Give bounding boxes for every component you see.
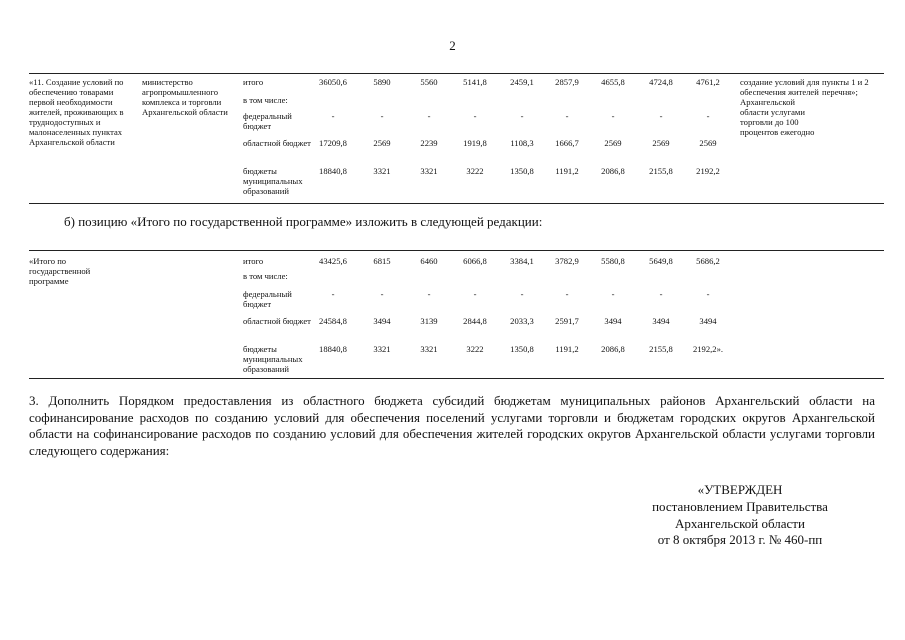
table-cell: 2569: [373, 138, 391, 148]
table-cell: 1666,7: [555, 138, 579, 148]
table-cell: 5560: [420, 77, 438, 87]
table-cell: 2569: [604, 138, 622, 148]
table-cell: -: [565, 111, 569, 121]
table-cell: 4724,8: [649, 77, 673, 87]
table-cell: 1350,8: [510, 344, 534, 354]
row-label: итого: [243, 77, 264, 87]
table-cell: 2155,8: [649, 344, 673, 354]
table-cell: 2033,3: [510, 316, 534, 326]
row-label: в том числе:: [243, 271, 288, 281]
table-cell: 3782,9: [555, 256, 579, 266]
table2-item-name: «Итого по государственной программе: [29, 256, 91, 286]
approval-line-3: Архангельской области: [675, 515, 805, 531]
table-cell: 2192,2: [696, 166, 720, 176]
table1-result: создание условий для обеспечения жителей Архангельской области услугами торговли до 100 процентов ежегодно: [740, 77, 820, 137]
table-cell: 2086,8: [601, 344, 625, 354]
table-cell: 43425,6: [319, 256, 347, 266]
table-cell: 5649,8: [649, 256, 673, 266]
table1-reference: пункты 1 и 2 перечня»;: [822, 77, 869, 97]
table-cell: -: [331, 111, 335, 121]
table-cell: 6066,8: [463, 256, 487, 266]
row-label: федеральный бюджет: [243, 111, 292, 131]
table-cell: 3494: [373, 316, 391, 326]
table-cell: 1350,8: [510, 166, 534, 176]
table-cell: 2459,1: [510, 77, 534, 87]
row-label: итого: [243, 256, 264, 266]
table-cell: 2239: [420, 138, 438, 148]
table-cell: -: [706, 111, 710, 121]
table-cell: 6460: [420, 256, 438, 266]
table-cell: -: [611, 289, 615, 299]
table-cell: 1191,2: [555, 344, 579, 354]
approval-stamp: [620, 482, 860, 549]
table-cell: 36050,6: [319, 77, 347, 87]
table1-item-name: «11. Создание условий по обеспечению товарами первой необходимости жителей, проживающих в труднодоступных и малонаселенных пунктах Архангельской области: [29, 77, 124, 147]
table-cell: 2591,7: [555, 316, 579, 326]
table-cell: 2192,2».: [692, 344, 724, 354]
table-cell: 5141,8: [463, 77, 487, 87]
page-number: 2: [449, 38, 456, 53]
table-cell: 5580,8: [601, 256, 625, 266]
table-cell: -: [427, 111, 431, 121]
table-cell: 3384,1: [510, 256, 534, 266]
table-cell: 3494: [699, 316, 717, 326]
table-cell: -: [520, 289, 524, 299]
table-cell: -: [380, 111, 384, 121]
table-cell: -: [380, 289, 384, 299]
table-cell: 2569: [699, 138, 717, 148]
table-cell: 2086,8: [601, 166, 625, 176]
table2-bottom-rule: [29, 378, 884, 379]
table-cell: 18840,8: [319, 344, 347, 354]
table-cell: 3494: [652, 316, 670, 326]
table-cell: 1191,2: [555, 166, 579, 176]
table-cell: -: [473, 111, 477, 121]
table-cell: 4655,8: [601, 77, 625, 87]
table-cell: -: [427, 289, 431, 299]
row-label: в том числе:: [243, 95, 288, 105]
table-cell: 24584,8: [319, 316, 347, 326]
approval-line-1: «УТВЕРЖДЕН: [697, 482, 783, 497]
table-cell: 3321: [420, 166, 438, 176]
table-cell: 2844,8: [463, 316, 487, 326]
table-cell: 3139: [420, 316, 438, 326]
table-cell: 6815: [373, 256, 391, 266]
table1-executor: министерство агропромышленного комплекса и торговли Архангельской области: [142, 77, 228, 117]
table-cell: -: [473, 289, 477, 299]
table-cell: 5686,2: [696, 256, 720, 266]
table2-top-rule: [29, 250, 884, 251]
table-cell: 2857,9: [555, 77, 579, 87]
table-cell: 3222: [466, 166, 484, 176]
approval-line-4: от 8 октября 2013 г. № 460-пп: [657, 532, 823, 548]
row-label: областной бюджет: [243, 316, 311, 326]
row-label: федеральный бюджет: [243, 289, 292, 309]
table-cell: 3321: [420, 344, 438, 354]
subparagraph-b: б) позицию «Итого по государственной программе» изложить в следующей редакции:: [64, 214, 543, 229]
table-cell: 4761,2: [696, 77, 720, 87]
table-cell: 5890: [373, 77, 391, 87]
table-cell: -: [611, 111, 615, 121]
table-cell: 1919,8: [463, 138, 487, 148]
table-cell: 17209,8: [319, 138, 347, 148]
table-cell: -: [520, 111, 524, 121]
table1-bottom-rule: [29, 203, 884, 204]
table-cell: -: [659, 111, 663, 121]
approval-line-2: постановлением Правительства: [652, 498, 828, 514]
table-cell: 3494: [604, 316, 622, 326]
table-cell: 3222: [466, 344, 484, 354]
row-label: областной бюджет: [243, 138, 311, 148]
row-label: бюджеты муниципальных образований: [243, 166, 303, 196]
table-cell: 1108,3: [510, 138, 534, 148]
table-cell: -: [659, 289, 663, 299]
table-cell: 3321: [373, 344, 391, 354]
table1-top-rule: [29, 73, 884, 74]
table-cell: -: [706, 289, 710, 299]
table-cell: -: [565, 289, 569, 299]
table-cell: 2569: [652, 138, 670, 148]
row-label: бюджеты муниципальных образований: [243, 344, 303, 374]
table-cell: 18840,8: [319, 166, 347, 176]
table-cell: 2155,8: [649, 166, 673, 176]
paragraph-3: 3. Дополнить Порядком предоставления из областного бюджета субсидий бюджетам муниципальных районов Архангельский области на софинансирование расходов по созданию условий для обеспечения поселений услугами торговли и бюджетам городских округов Архангельской области на софинансирование расходов по созданию условий для обеспечения жителей городских округов Архангельской области услугами торговли следующего содержания:: [29, 393, 875, 458]
table-cell: -: [331, 289, 335, 299]
table-cell: 3321: [373, 166, 391, 176]
